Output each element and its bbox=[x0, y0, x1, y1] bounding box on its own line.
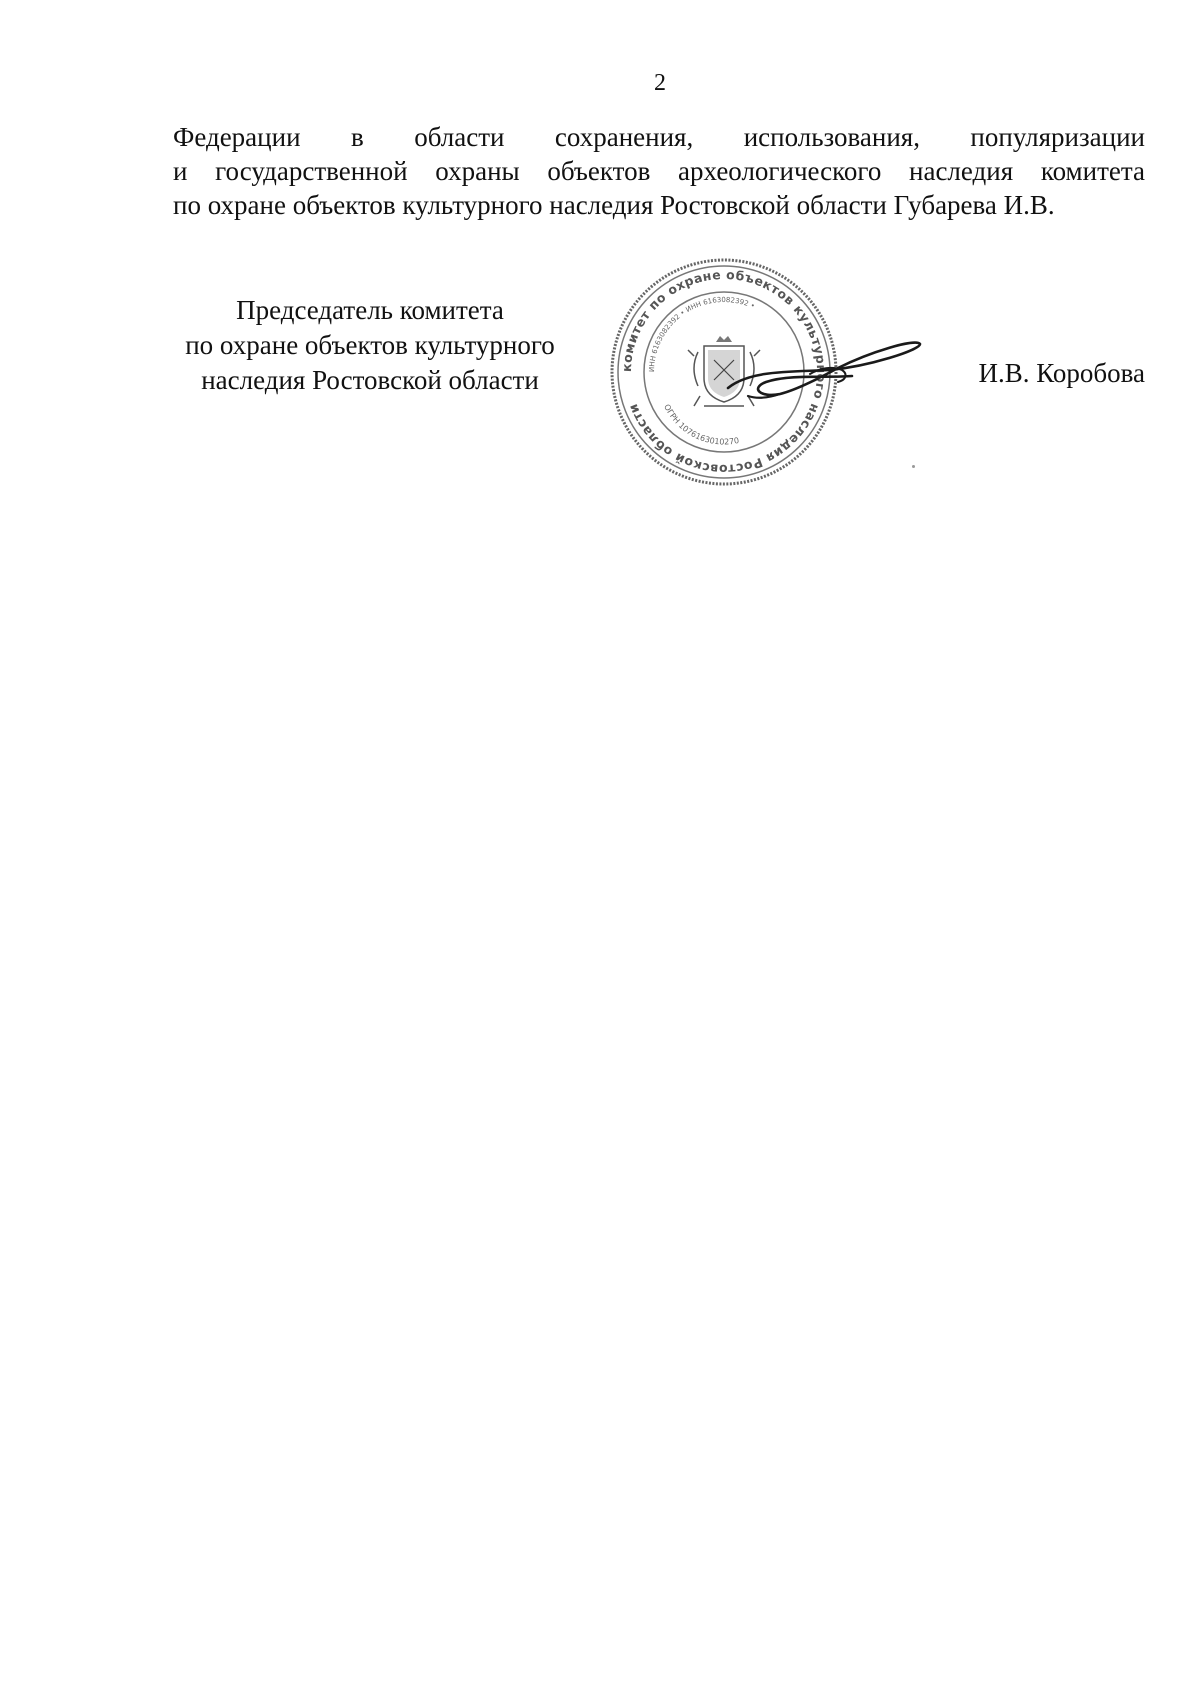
body-paragraph bbox=[173, 120, 1145, 222]
signer-position-line: Председатель комитета bbox=[236, 295, 504, 325]
signer-name: И.В. Коробова bbox=[978, 358, 1145, 388]
seal-inner-text: ИНН 6163082392 • ИНН 6163082392 • bbox=[647, 295, 757, 373]
body-line: Федерации в области сохранения, использования, популяризации bbox=[173, 122, 1145, 152]
seal-ogrn-text: ОГРН 1076163010270 bbox=[662, 402, 740, 447]
seal-outer-text: комитет по охране объектов культурного наследия Ростовской области bbox=[618, 266, 830, 478]
signer-position-line: по охране объектов культурного bbox=[185, 330, 555, 360]
signer-position bbox=[160, 293, 580, 398]
body-line: и государственной охраны объектов археологического наследия комитета bbox=[173, 156, 1145, 186]
scan-speck bbox=[912, 465, 915, 468]
body-line: по охране объектов культурного наследия Ростовской области Губарева И.В. bbox=[173, 190, 1055, 220]
page-number: 2 bbox=[654, 70, 666, 96]
signer-position-line: наследия Ростовской области bbox=[201, 365, 539, 395]
handwritten-signature bbox=[720, 330, 930, 420]
